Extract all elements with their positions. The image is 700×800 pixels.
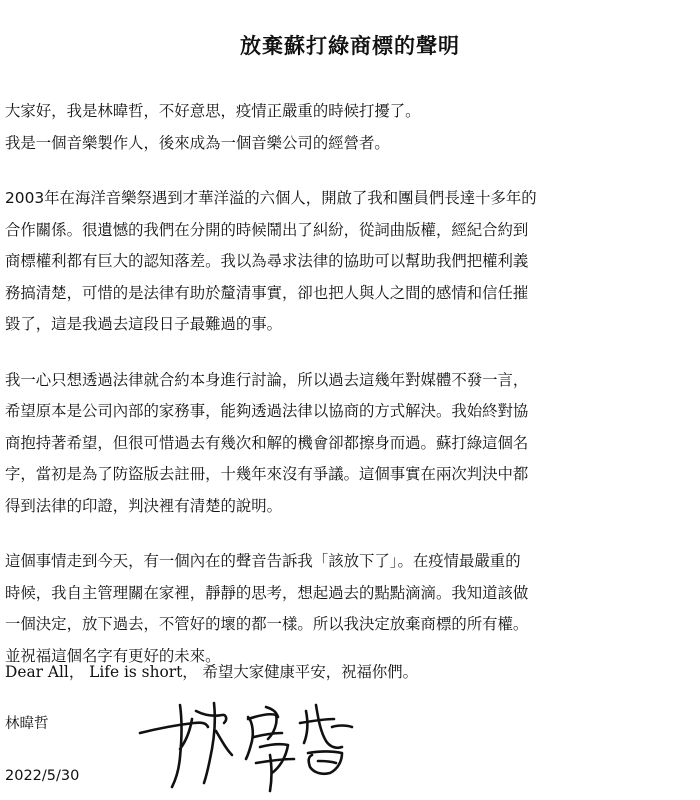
document-title: 放棄蘇打綠商標的聲明 [240,34,460,58]
text-line: 我一心只想透過法律就合約本身進行討論，所以過去這幾年對媒體不發一言， [5,370,529,389]
statement-date: 2022/5/30 [5,768,80,784]
text-line: 合作關係。很遺憾的我們在分開的時候鬧出了糾紛，從詞曲版權，經紀合約到 [5,220,529,239]
text-line: 並祝福這個名字有更好的未來。 [5,646,221,665]
text-line: 我是一個音樂製作人，後來成為一個音樂公司的經營者。 [5,133,390,152]
text-line: 一個決定，放下過去，不管好的壞的都一樣。所以我決定放棄商標的所有權。 [5,615,529,633]
text-line: 時候，我自主管理關在家裡，靜靜的思考，想起過去的點點滴滴。我知道該做 [5,583,529,602]
text-line: 商抱持著希望，但很可惜過去有幾次和解的機會卻都擦身而過。蘇打綠這個名 [5,433,529,452]
paragraph-2 [5,183,697,341]
paragraph-4 [5,546,697,672]
closing-greeting: Dear All， Life is short， [5,663,198,681]
paragraph-3 [5,365,697,523]
closing-wishes: 希望大家健康平安，祝福你們。 [197,663,419,681]
text-line: 得到法律的印證，判決裡有清楚的說明。 [5,496,283,515]
text-line: 2003年在海洋音樂祭遇到才華洋溢的六個人，開啟了我和團員們長達十多年的 [5,189,537,207]
handwritten-signature [136,697,376,797]
text-line: 希望原本是公司內部的家務事，能夠透過法律以協商的方式解決。我始終對協 [5,402,529,420]
text-line: 這個事情走到今天，有一個內在的聲音告訴我「該放下了」。在疫情最嚴重的 [5,552,521,570]
text-line: 字，當初是為了防盜版去註冊，十幾年來沒有爭議。這個事實在兩次判決中都 [5,465,529,483]
text-line: 務搞清楚，可惜的是法律有助於釐清事實，卻也把人與人之間的感情和信任摧 [5,283,529,302]
text-line: 商標權利都有巨大的認知落差。我以為尋求法律的協助可以幫助我們把權利義 [5,252,529,270]
closing-line [5,657,418,688]
signer-name: 林暐哲 [5,716,49,732]
text-line: 毀了，這是我過去這段日子最難過的事。 [5,315,283,333]
text-line: 大家好，我是林暐哲，不好意思，疫情正嚴重的時候打擾了。 [5,102,421,120]
paragraph-1 [5,96,697,159]
statement-body [5,96,697,696]
